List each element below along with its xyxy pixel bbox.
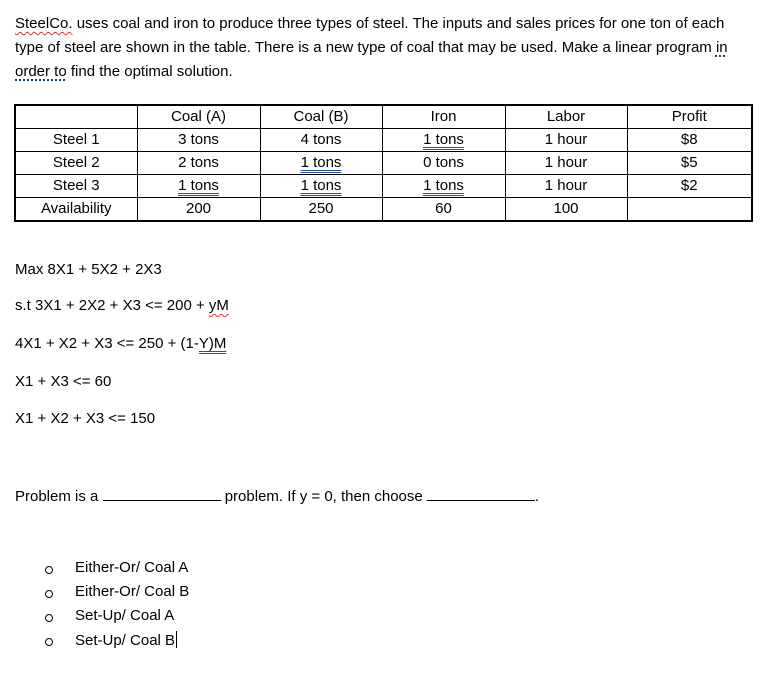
table-cell: 3 tons (137, 129, 260, 152)
cell-text: 1 tons (300, 154, 342, 171)
constraint-4: X1 + X2 + X3 <= 150 (15, 410, 156, 427)
option-either-or-coal-a[interactable]: Either-Or/ Coal A (75, 559, 189, 576)
option-bullet-icon (45, 590, 53, 598)
intro-text-2: find the optimal solution. (66, 63, 233, 80)
cell-text: 1 tons (423, 131, 464, 148)
table-cell: 1 hour (505, 129, 627, 152)
constraint-2-text: 4X1 + X2 + X3 <= 250 + (1- (15, 335, 199, 352)
table-cell (627, 198, 752, 222)
header-cell-blank (15, 105, 137, 129)
table-cell: 250 (260, 198, 382, 222)
table-cell: 60 (382, 198, 505, 222)
option-bullet-icon (45, 614, 53, 622)
constraint-3: X1 + X3 <= 60 (15, 373, 112, 390)
row-label: Steel 2 (15, 152, 137, 175)
table-cell: 2 tons (137, 152, 260, 175)
table-cell: $2 (627, 175, 752, 198)
question-part-1: Problem is a (15, 488, 103, 505)
header-cell: Iron (382, 105, 505, 129)
question-part-3: . (534, 488, 540, 505)
table-cell: 200 (137, 198, 260, 222)
table-cell (382, 175, 505, 198)
objective-function: Max 8X1 + 5X2 + 2X3 (15, 261, 162, 278)
constraint-1-text: s.t 3X1 + 2X2 + X3 <= 200 + (15, 297, 209, 314)
intro-in-order-to: in order to (15, 39, 728, 80)
company-name: SteelCo. (15, 15, 73, 32)
row-label: Steel 1 (15, 129, 137, 152)
option-either-or-coal-b[interactable]: Either-Or/ Coal B (75, 583, 190, 600)
table-cell (260, 152, 382, 175)
table-cell (137, 175, 260, 198)
table-header-row (15, 105, 752, 129)
steel-table (14, 104, 753, 222)
table-cell: 4 tons (260, 129, 382, 152)
table-cell: 1 hour (505, 175, 627, 198)
option-set-up-coal-a[interactable]: Set-Up/ Coal A (75, 607, 175, 624)
cell-text: 1 tons (300, 177, 342, 194)
intro-text-1: uses coal and iron to produce three types of steel. The inputs and sales prices for one ton of each type of steel are shown in the table. There is a new type of coal that may be used. Make a linear program (15, 15, 725, 56)
table-cell: 1 hour (505, 152, 627, 175)
text-cursor (176, 631, 177, 648)
table-row (15, 152, 752, 175)
table-cell (382, 129, 505, 152)
question-part-2: problem. If y = 0, then choose (220, 488, 427, 505)
option-bullet-icon (45, 566, 53, 574)
constraint-1-var: yM (208, 297, 229, 314)
header-cell: Labor (505, 105, 627, 129)
intro-paragraph (15, 12, 750, 84)
question-line (15, 485, 539, 505)
table-cell (260, 175, 382, 198)
option-set-up-coal-b: Set-Up/ Coal B (75, 632, 176, 649)
header-cell: Coal (A) (137, 105, 260, 129)
cell-text: 1 tons (423, 177, 464, 194)
table-row (15, 175, 752, 198)
cell-text: 1 tons (178, 177, 219, 194)
row-label: Availability (15, 198, 137, 222)
answer-blank-1[interactable] (103, 485, 221, 501)
table-cell: 100 (505, 198, 627, 222)
constraint-2-var: Y)M (198, 335, 227, 352)
row-label: Steel 3 (15, 175, 137, 198)
constraint-2 (15, 335, 226, 352)
table-cell: 0 tons (382, 152, 505, 175)
option-bullet-icon (45, 638, 53, 646)
table-cell: $8 (627, 129, 752, 152)
answer-blank-2[interactable] (427, 485, 535, 501)
header-cell: Profit (627, 105, 752, 129)
table-cell: $5 (627, 152, 752, 175)
constraint-1 (15, 297, 229, 314)
header-cell: Coal (B) (260, 105, 382, 129)
table-row (15, 198, 752, 222)
table-row (15, 129, 752, 152)
option-set-up-coal-b-row[interactable] (75, 631, 177, 649)
